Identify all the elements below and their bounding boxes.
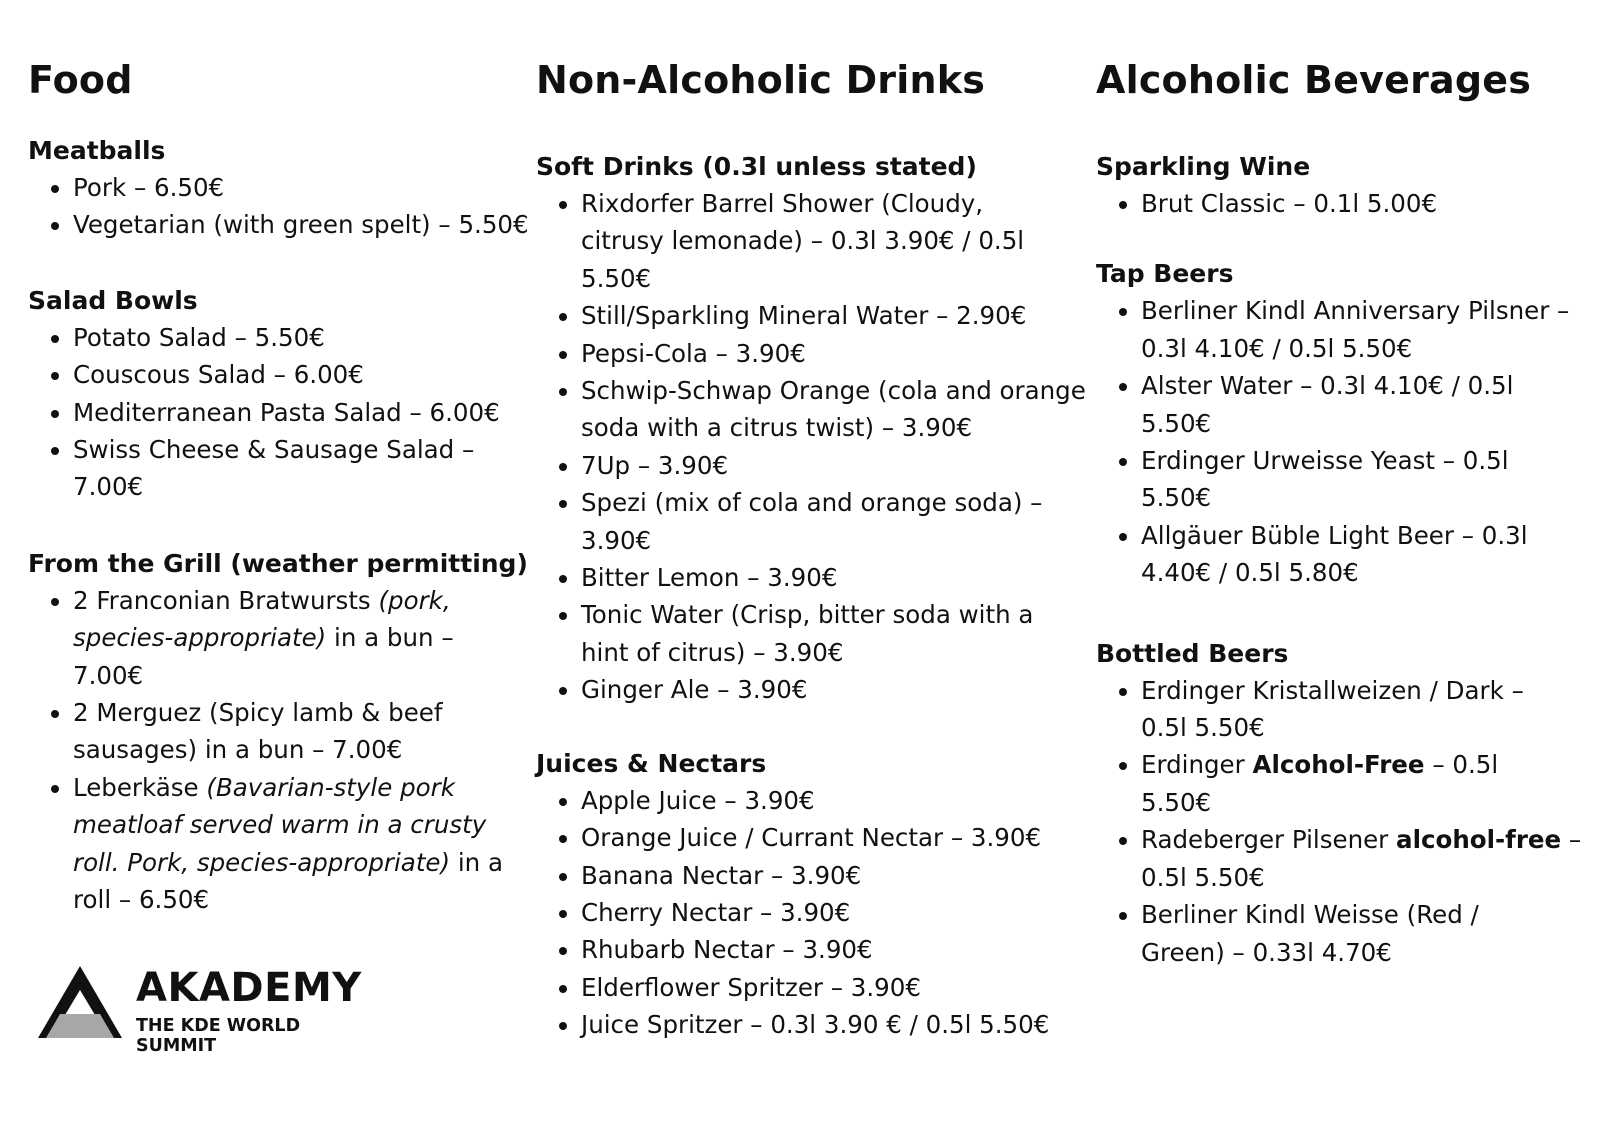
menu-item-mineral-water: • Still/Sparkling Mineral Water – 2.90€: [581, 297, 1091, 334]
menu-item-7up: • 7Up – 3.90€: [581, 447, 1091, 484]
salad-bowls-list: [28, 319, 548, 506]
alcoholic-column: [1096, 56, 1596, 971]
menu-item-kindl-weisse: • Berliner Kindl Weisse (Red / Green) – 0.33l 4.70€: [1141, 896, 1596, 971]
menu-item-bueble-light: • Allgäuer Büble Light Beer – 0.3l 4.40€ / 0.5l 5.80€: [1141, 517, 1596, 592]
menu-item-banana-nectar: • Banana Nectar – 3.90€: [581, 857, 1091, 894]
menu-item-spezi: • Spezi (mix of cola and orange soda) – 3.90€: [581, 484, 1091, 559]
menu-item-rhubarb-nectar: • Rhubarb Nectar – 3.90€: [581, 931, 1091, 968]
sparkling-wine-list: [1096, 185, 1596, 222]
menu-item-bratwurst: • 2 Franconian Bratwursts (pork, species-appropriate) in a bun – 7.00€: [73, 582, 548, 694]
food-heading: Food: [28, 58, 133, 102]
menu-item-brut-classic: • Brut Classic – 0.1l 5.00€: [1141, 185, 1596, 222]
menu-item-radeberger-alcohol-free: • Radeberger Pilsener alcohol-free – 0.5l 5.50€: [1141, 821, 1596, 896]
menu-item-leberkaese: • Leberkäse (Bavarian-style pork meatloaf served warm in a crusty roll. Pork, species-appropriate) in a roll – 6.50€: [73, 769, 548, 919]
menu-item-orange-juice: • Orange Juice / Currant Nectar – 3.90€: [581, 819, 1091, 856]
menu-item-swiss-cheese-salad: • Swiss Cheese & Sausage Salad – 7.00€: [73, 431, 548, 506]
food-column: [28, 56, 548, 919]
grill-section: [28, 546, 548, 919]
menu-item-pasta-salad: • Mediterranean Pasta Salad – 6.00€: [73, 394, 548, 431]
menu-item-pepsi: • Pepsi-Cola – 3.90€: [581, 335, 1091, 372]
non-alcoholic-heading: Non-Alcoholic Drinks: [536, 58, 986, 102]
menu-item-erdinger-urweisse: • Erdinger Urweisse Yeast – 0.5l 5.50€: [1141, 442, 1596, 517]
bratwurst-note: (pork, species-appropriate): [73, 585, 451, 653]
menu-item-couscous-salad: • Couscous Salad – 6.00€: [73, 356, 548, 393]
tap-beers-section: [1096, 256, 1596, 591]
bottled-beers-section: [1096, 636, 1596, 971]
menu-item-kindl-pilsner: • Berliner Kindl Anniversary Pilsner – 0.3l 4.10€ / 0.5l 5.50€: [1141, 292, 1596, 367]
menu-item-vegetarian-meatballs: • Vegetarian (with green spelt) – 5.50€: [73, 206, 548, 243]
menu-item-cherry-nectar: • Cherry Nectar – 3.90€: [581, 894, 1091, 931]
menu-item-apple-juice: • Apple Juice – 3.90€: [581, 782, 1091, 819]
meatballs-title: Meatballs: [28, 136, 166, 165]
menu-item-juice-spritzer: • Juice Spritzer – 0.3l 3.90 € / 0.5l 5.50€: [581, 1006, 1091, 1043]
menu-item-bitter-lemon: • Bitter Lemon – 3.90€: [581, 559, 1091, 596]
tap-beers-list: [1096, 292, 1596, 591]
akademy-triangle-logo-icon: [38, 966, 122, 1038]
logo-title: AKADEMY: [136, 965, 362, 1011]
leberkaese-note: (Bavarian-style pork meatloaf served warm in a crusty roll. Pork, species-appropriate): [73, 772, 487, 877]
bottled-beers-title: Bottled Beers: [1096, 638, 1289, 668]
alcoholic-heading: Alcoholic Beverages: [1096, 58, 1532, 102]
menu-item-schwip-schwap: • Schwip-Schwap Orange (cola and orange soda with a citrus twist) – 3.90€: [581, 372, 1091, 447]
meatballs-section: [28, 133, 548, 244]
menu-item-erdinger-alcohol-free: • Erdinger Alcohol-Free – 0.5l 5.50€: [1141, 746, 1596, 821]
logo-subtitle: THE KDE WORLD SUMMIT: [136, 1016, 301, 1056]
menu-item-ginger-ale: • Ginger Ale – 3.90€: [581, 671, 1091, 708]
soft-drinks-title: Soft Drinks (0.3l unless stated): [536, 152, 977, 181]
menu-item-rixdorfer: • Rixdorfer Barrel Shower (Cloudy, citrusy lemonade) – 0.3l 3.90€ / 0.5l 5.50€: [581, 185, 1091, 297]
sparkling-wine-title: Sparkling Wine: [1096, 152, 1311, 181]
juices-section: [536, 746, 1091, 1044]
alcohol-free-emphasis: Alcohol-Free: [1252, 750, 1425, 780]
sparkling-wine-section: [1096, 149, 1596, 222]
akademy-logo: [38, 965, 378, 1056]
soft-drinks-section: [536, 149, 1091, 709]
meatballs-list: [28, 169, 548, 244]
menu-item-merguez: • 2 Merguez (Spicy lamb & beef sausages) in a bun – 7.00€: [73, 694, 548, 769]
soft-drinks-list: [536, 185, 1091, 709]
menu-item-elderflower-spritzer: • Elderflower Spritzer – 3.90€: [581, 969, 1091, 1006]
grill-title: From the Grill (weather permitting): [28, 548, 528, 578]
bottled-beers-list: [1096, 672, 1596, 971]
menu-item-alster-water: • Alster Water – 0.3l 4.10€ / 0.5l 5.50€: [1141, 367, 1596, 442]
menu-item-potato-salad: • Potato Salad – 5.50€: [73, 319, 548, 356]
juices-title: Juices & Nectars: [536, 748, 767, 778]
menu-item-kristallweizen: • Erdinger Kristallweizen / Dark – 0.5l 5.50€: [1141, 672, 1596, 747]
menu-item-pork-meatballs: • Pork – 6.50€: [73, 169, 548, 206]
salad-bowls-section: [28, 283, 548, 506]
salad-bowls-title: Salad Bowls: [28, 285, 198, 315]
grill-list: [28, 582, 548, 919]
alcohol-free-emphasis: alcohol-free: [1396, 825, 1562, 855]
juices-list: [536, 782, 1091, 1044]
tap-beers-title: Tap Beers: [1096, 259, 1234, 289]
non-alcoholic-column: [536, 56, 1091, 1044]
menu-item-tonic-water: • Tonic Water (Crisp, bitter soda with a hint of citrus) – 3.90€: [581, 596, 1091, 671]
